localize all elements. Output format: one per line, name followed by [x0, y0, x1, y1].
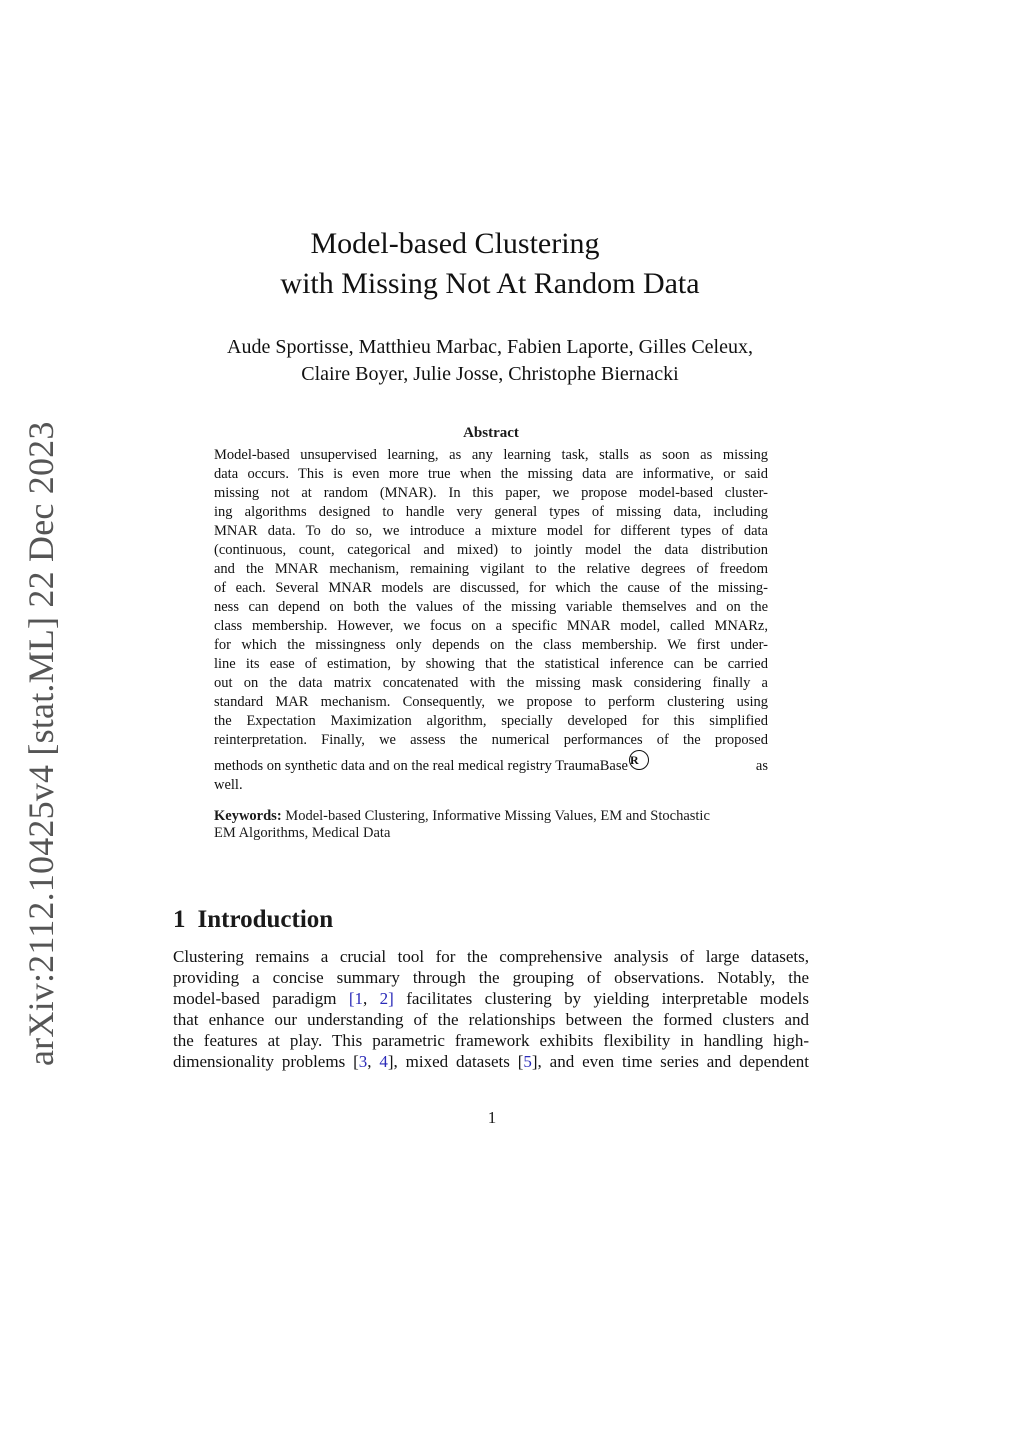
- registered-trademark-icon: R: [629, 750, 649, 770]
- abstract-last-line: well.: [214, 777, 243, 793]
- abstract-line: Model-based unsupervised learning, as any learning task, stalls as soon as missing: [214, 447, 768, 463]
- paper-title: [250, 224, 730, 304]
- citation-link-1[interactable]: 1: [354, 989, 364, 1008]
- abstract-line: out on the data matrix concatenated with the missing mask considering finally a: [214, 675, 768, 691]
- abstract-line: and the MNAR mechanism, remaining vigilant to the relative degrees of freedom: [214, 561, 768, 577]
- abstract-line: ing algorithms designed to handle very general types of missing data, including: [214, 504, 768, 520]
- abstract-line: the Expectation Maximization algorithm, specially developed for this simplified: [214, 713, 768, 729]
- abstract-heading: Abstract: [463, 425, 519, 441]
- abstract-line: MNAR data. To do so, we introduce a mixture model for different types of data: [214, 523, 768, 539]
- abstract-line: data occurs. This is even more true when the missing data are informative, or said: [214, 466, 768, 482]
- abstract-line-trademark: [214, 750, 768, 776]
- citation-link-3[interactable]: 3: [358, 1052, 368, 1071]
- section-heading: [173, 904, 333, 936]
- intro-line: Clustering remains a crucial tool for the comprehensive analysis of large datasets,: [173, 947, 809, 966]
- intro-line-citations-1: [173, 988, 809, 1009]
- abstract-line: of each. Several MNAR models are discussed, for which the cause of the missing-: [214, 580, 768, 596]
- abstract-trademark-text: methods on synthetic data and on the real medical registry TraumaBase: [214, 758, 628, 774]
- citation-link-2[interactable]: 2: [379, 989, 389, 1008]
- keywords-text-2: EM Algorithms, Medical Data: [214, 825, 391, 841]
- section-title: Introduction: [197, 906, 334, 933]
- abstract-line-trademark-text: [214, 750, 649, 776]
- citation-bracket: ]: [388, 989, 394, 1008]
- abstract-trademark-tail: as: [755, 758, 768, 774]
- intro-line: the features at play. This parametric framework exhibits flexibility in handling high-: [173, 1031, 809, 1050]
- citation-link-5[interactable]: 5: [523, 1052, 532, 1071]
- keywords-text-1: Model-based Clustering, Informative Missing Values, EM and Stochastic: [281, 808, 710, 824]
- citation-separator: ,: [367, 1052, 380, 1071]
- abstract-line: line its ease of estimation, by showing that the statistical inference can be carried: [214, 656, 768, 672]
- abstract-line: reinterpretation. Finally, we assess the numerical performances of the proposed: [214, 732, 768, 748]
- intro-text: ], mixed datasets [: [387, 1052, 524, 1071]
- intro-text: dimensionality problems [: [173, 1052, 359, 1071]
- citation-separator: ,: [363, 989, 380, 1008]
- intro-line: that enhance our understanding of the relationships between the formed clusters and: [173, 1010, 809, 1029]
- abstract-line: standard MAR mechanism. Consequently, we propose to perform clustering using: [214, 694, 768, 710]
- citation-bracket: [: [348, 989, 355, 1008]
- authors-line-1: Aude Sportisse, Matthieu Marbac, Fabien Laporte, Gilles Celeux,: [227, 336, 753, 358]
- authors-line-2: Claire Boyer, Julie Josse, Christophe Biernacki: [301, 363, 679, 385]
- abstract-line: missing not at random (MNAR). In this paper, we propose model-based cluster-: [214, 485, 768, 501]
- intro-line-citations-2: [173, 1051, 809, 1072]
- title-line-2: with Missing Not At Random Data: [280, 267, 700, 300]
- abstract-line: (continuous, count, categorical and mixed) to jointly model the data distribution: [214, 542, 768, 558]
- author-list: [190, 334, 790, 388]
- intro-text: ], and even time series and dependent: [531, 1052, 809, 1071]
- keywords-label: Keywords:: [214, 808, 282, 824]
- keywords-line-1: [214, 808, 768, 825]
- intro-text: model-based paradigm: [173, 989, 349, 1008]
- title-line-1: Model-based Clustering: [310, 227, 600, 260]
- abstract-line: class membership. However, we focus on a specific MNAR model, called MNARz,: [214, 618, 768, 634]
- section-number: 1: [173, 906, 186, 933]
- keywords-block: [214, 808, 768, 842]
- citation-link-4[interactable]: 4: [379, 1052, 388, 1071]
- intro-text: facilitates clustering by yielding interpretable models: [393, 989, 809, 1008]
- abstract-line: ness can depend on both the values of the missing variable themselves and on the: [214, 599, 768, 615]
- intro-line: providing a concise summary through the grouping of observations. Notably, the: [173, 968, 809, 987]
- page-number: 1: [487, 1108, 497, 1127]
- abstract-line: for which the missingness only depends on the class membership. We first under-: [214, 637, 768, 653]
- abstract-body: [214, 446, 768, 795]
- introduction-paragraph: [173, 946, 809, 1072]
- arxiv-identifier-stamp: arXiv:2112.10425v4 [stat.ML] 22 Dec 2023: [21, 421, 61, 1066]
